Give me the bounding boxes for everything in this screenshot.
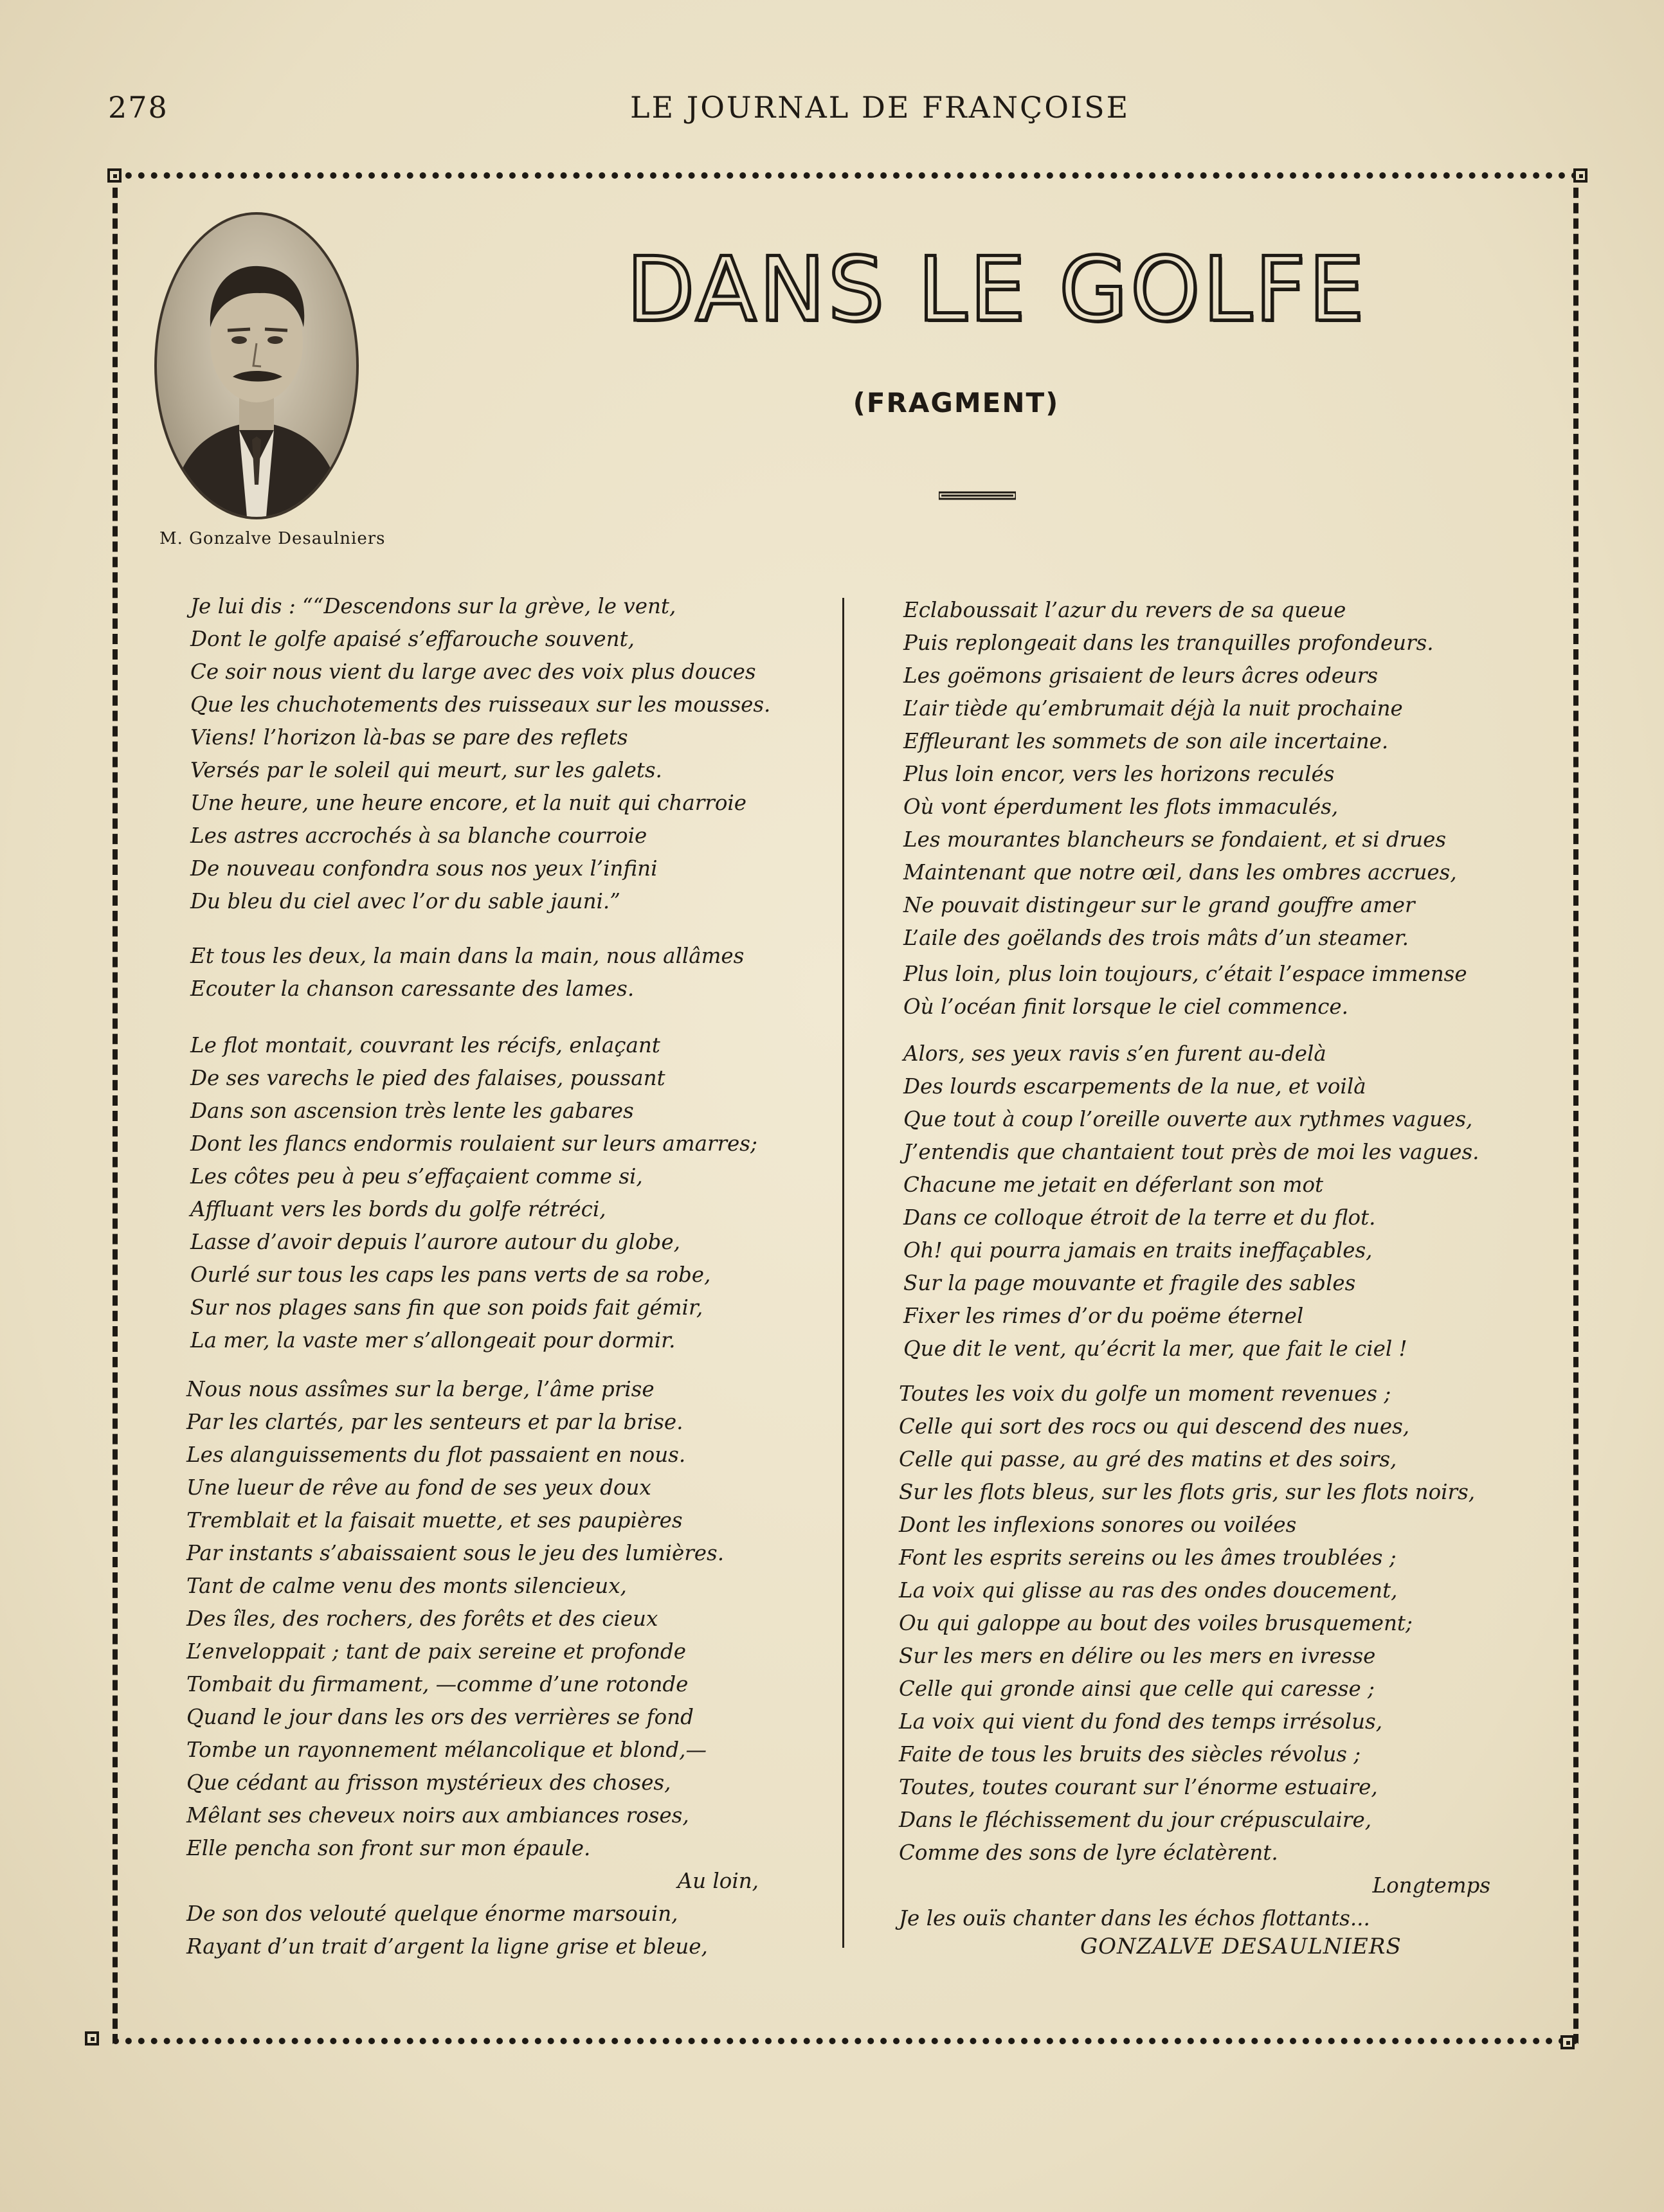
verse-line: Celle qui passe, au gré des matins et des soirs, [899,1447,1397,1471]
column-divider [842,598,844,1948]
verse-line: Versés par le soleil qui meurt, sur les galets. [190,758,662,782]
verse-line: Dans le fléchissement du jour crépusculaire, [899,1808,1372,1832]
verse-line: J’entendis que chantaient tout près de moi les vagues. [903,1140,1479,1164]
verse-line: Ou qui galoppe au bout des voiles brusquement; [899,1611,1413,1635]
portrait-caption: M. Gonzalve Desaulniers [159,529,386,548]
verse-line: Par instants s’abaissaient sous le jeu des lumières. [186,1541,725,1565]
verse-line: Je lui dis : ““Descendons sur la grève, le vent, [190,594,676,618]
verse-line: Que cédant au frisson mystérieux des choses, [186,1770,671,1795]
verse-line: Sur les flots bleus, sur les flots gris, sur les flots noirs, [899,1480,1476,1504]
verse-line: Les mourantes blancheurs se fondaient, et si drues [903,827,1447,852]
verse-line: Effleurant les sommets de son aile incertaine. [903,729,1389,753]
verse-line: Mêlant ses cheveux noirs aux ambiances roses, [186,1803,689,1828]
right-stanza-3 [903,1038,1479,1365]
border-corner-ornament [107,168,122,183]
border-corner-ornament [1573,168,1587,183]
verse-line: De ses varechs le pied des falaises, poussant [190,1066,665,1090]
verse-line: Comme des sons de lyre éclatèrent. [899,1840,1278,1865]
verse-line: Une heure, une heure encore, et la nuit qui charroie [190,791,747,815]
portrait-illustration [157,215,356,517]
page-number: 278 [108,90,168,125]
verse-line: Celle qui sort des rocs ou qui descend des nues, [899,1414,1410,1439]
verse-line: Ourlé sur tous les caps les pans verts de sa robe, [190,1263,711,1287]
verse-line: Lasse d’avoir depuis l’aurore autour du globe, [190,1230,680,1254]
verse-line: Viens! l’horizon là-bas se pare des reflets [190,725,628,750]
verse-line: Alors, ses yeux ravis s’en furent au-delà [903,1041,1326,1066]
verse-line: L’air tiède qu’embrumait déjà la nuit prochaine [903,696,1403,721]
verse-line: La mer, la vaste mer s’allongeait pour dormir. [190,1328,676,1353]
verse-line: Sur les mers en délire ou les mers en ivresse [899,1644,1376,1668]
verse-line: La voix qui glisse au ras des ondes doucement, [899,1578,1398,1603]
border-corner-ornament [1560,2035,1575,2049]
verse-line: Ce soir nous vient du large avec des voix plus douces [190,660,756,684]
verse-line: Tombait du firmament, —comme d’une rotonde [186,1672,689,1696]
verse-line: Fixer les rimes d’or du poëme éternel [903,1304,1304,1328]
verse-line: Dont les inflexions sonores ou voilées [899,1513,1297,1537]
verse-line: La voix qui vient du fond des temps irrésolus, [899,1709,1383,1734]
title-ornament-rule [939,489,1016,503]
verse-line: Quand le jour dans les ors des verrières se fond [186,1705,694,1729]
poem-title: DANS LE GOLFE [626,238,1367,341]
verse-line: Et tous les deux, la main dans la main, nous allâmes [190,944,745,968]
verse-line: Les côtes peu à peu s’effaçaient comme si, [190,1164,643,1189]
verse-line: Par les clartés, par les senteurs et par la brise. [186,1410,683,1434]
poem-subtitle: (FRAGMENT) [853,387,1060,418]
verse-line: Dont les flancs endormis roulaient sur leurs amarres; [190,1131,757,1156]
page-header [0,90,1664,141]
journal-title: LE JOURNAL DE FRANÇOISE [630,90,1130,125]
verse-line: L’aile des goëlands des trois mâts d’un steamer. [903,926,1409,950]
verse-line: Font les esprits sereins ou les âmes troublées ; [899,1545,1397,1570]
verse-line: Rayant d’un trait d’argent la ligne grise et bleue, [186,1934,708,1959]
verse-line: Où l’océan finit lorsque le ciel commence. [903,994,1348,1019]
verse-line: Longtemps [1372,1873,1490,1898]
verse-line: Tombe un rayonnement mélancolique et blond,— [186,1738,707,1762]
verse-line: Ecouter la chanson caressante des lames. [190,976,635,1001]
verse-line: Des lourds escarpements de la nue, et voilà [903,1074,1366,1099]
right-stanza-1 [903,594,1457,955]
left-stanza-1 [190,590,770,918]
author-signature: GONZALVE DESAULNIERS [1080,1934,1402,1959]
verse-line: Toutes les voix du golfe un moment revenues ; [899,1381,1391,1406]
verse-line: De nouveau confondra sous nos yeux l’infini [190,856,658,881]
left-stanza-2 [190,940,744,1005]
verse-line: Que les chuchotements des ruisseaux sur les mousses. [190,692,771,717]
verse-line: Dans son ascension très lente les gabares [190,1099,634,1123]
verse-line: Plus loin, plus loin toujours, c’était l’espace immense [903,962,1467,986]
author-portrait [154,212,359,519]
verse-line: Du bleu du ciel avec l’or du sable jauni.” [190,889,620,913]
verse-line: Sur nos plages sans fin que son poids fait gémir, [190,1295,703,1320]
verse-line: Les goëmons grisaient de leurs âcres odeurs [903,663,1379,688]
verse-line: Elle pencha son front sur mon épaule. [186,1836,591,1860]
verse-line: Eclaboussait l’azur du revers de sa queue [903,598,1346,622]
verse-line: Tant de calme venu des monts silencieux, [186,1574,627,1598]
verse-line: Plus loin encor, vers les horizons reculés [903,762,1335,786]
right-stanza-4 [899,1378,1490,1935]
verse-line: Nous nous assîmes sur la berge, l’âme prise [186,1377,655,1401]
verse-line: Que tout à coup l’oreille ouverte aux rythmes vagues, [903,1107,1473,1131]
verse-line: Au loin, [677,1869,759,1893]
verse-line: Puis replongeait dans les tranquilles profondeurs. [903,631,1434,655]
verse-line: Des îles, des rochers, des forêts et des cieux [186,1606,658,1631]
verse-line: Je les ouïs chanter dans les échos flottants... [899,1906,1370,1930]
right-stanza-2 [903,958,1467,1023]
border-corner-ornament [85,2031,99,2046]
verse-line: De son dos velouté quelque énorme marsouin, [186,1902,678,1926]
verse-line: Tremblait et la faisait muette, et ses paupières [186,1508,683,1533]
verse-line: Affluant vers les bords du golfe rétréci, [190,1197,606,1221]
verse-line: Que dit le vent, qu’écrit la mer, que fait le ciel ! [903,1336,1407,1361]
verse-line: Oh! qui pourra jamais en traits ineffaçables, [903,1238,1373,1263]
verse-line: Une lueur de rêve au fond de ses yeux doux [186,1475,651,1500]
verse-line: Toutes, toutes courant sur l’énorme estuaire, [899,1775,1378,1799]
verse-line: Dans ce colloque étroit de la terre et du flot. [903,1205,1376,1230]
verse-line: Ne pouvait distingeur sur le grand gouffre amer [903,893,1415,917]
left-stanza-3 [190,1029,757,1357]
verse-line: Les astres accrochés à sa blanche courroie [190,823,647,848]
verse-line: Chacune me jetait en déferlant son mot [903,1173,1324,1197]
verse-line: Où vont éperdument les flots immaculés, [903,795,1339,819]
verse-line: Les alanguissements du flot passaient en nous. [186,1443,686,1467]
verse-line: Dont le golfe apaisé s’effarouche souvent, [190,627,635,651]
verse-line: Sur la page mouvante et fragile des sables [903,1271,1356,1295]
verse-line: Celle qui gronde ainsi que celle qui caresse ; [899,1677,1375,1701]
left-stanza-4 [186,1373,759,1963]
verse-line: Faite de tous les bruits des siècles révolus ; [899,1742,1361,1767]
verse-line: Maintenant que notre œil, dans les ombres accrues, [903,860,1457,885]
verse-line: Le flot montait, couvrant les récifs, enlaçant [190,1033,660,1057]
verse-line: L’enveloppait ; tant de paix sereine et profonde [186,1639,686,1664]
